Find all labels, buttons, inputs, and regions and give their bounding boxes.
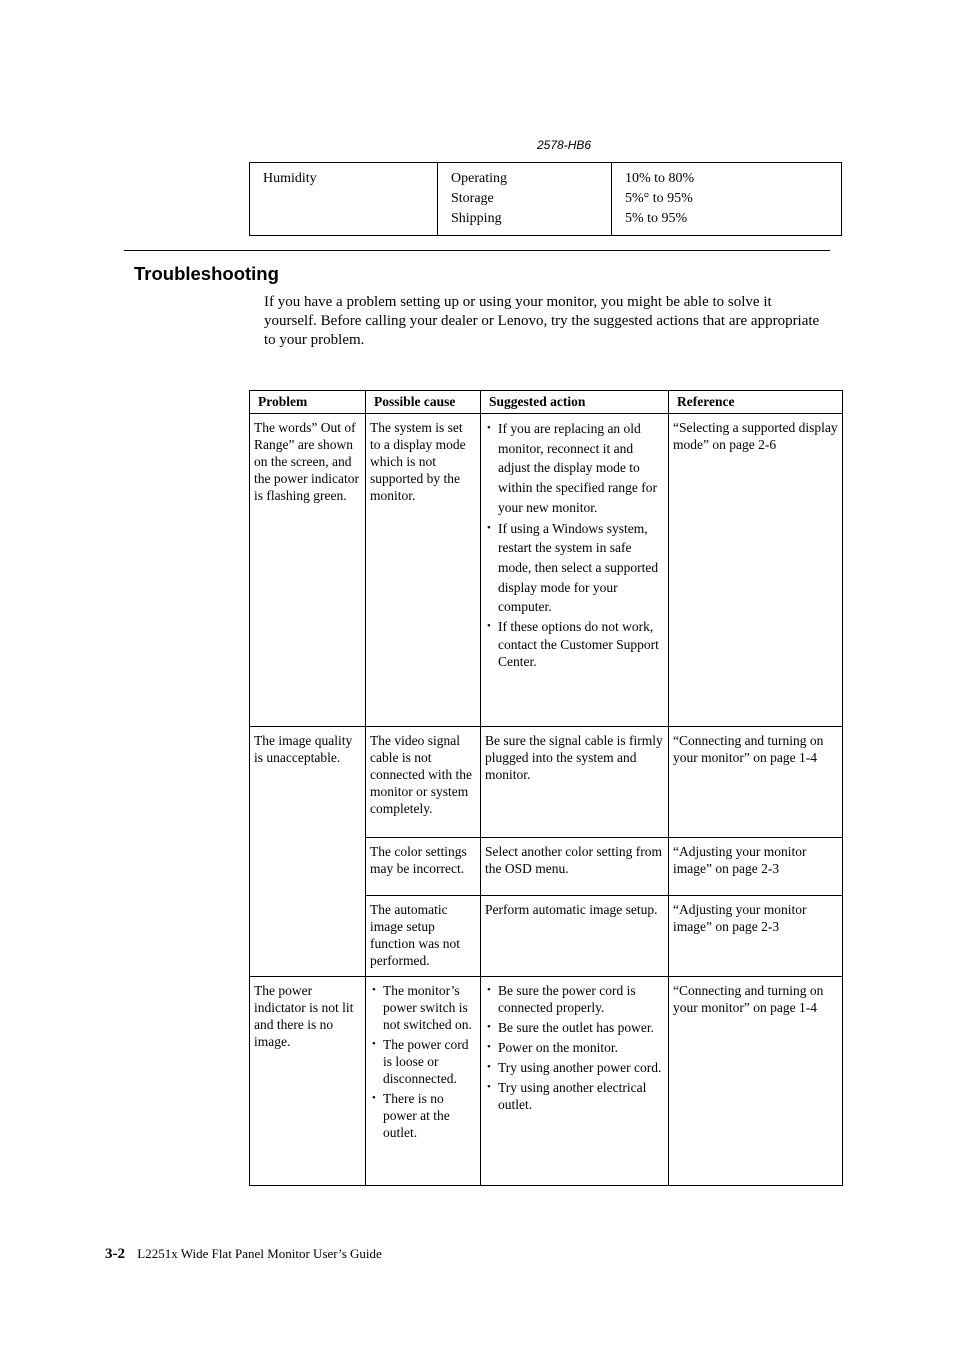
troubleshooting-table <box>249 390 843 1186</box>
list-item: • If you are replacing an old monitor, reconnect it and adjust the display mode to within the specified range for your new monitor. <box>485 419 664 518</box>
action-list <box>485 982 664 1113</box>
reference-cell: “Selecting a supported display mode” on page 2-6 <box>669 414 843 727</box>
header-reference: Reference <box>669 391 843 414</box>
condition-shipping: Shipping <box>451 211 502 226</box>
header-problem: Problem <box>250 391 366 414</box>
table-row <box>250 163 842 236</box>
section-title: Troubleshooting <box>134 263 279 284</box>
list-item: • Power on the monitor. <box>485 1039 664 1056</box>
action-list <box>485 419 664 671</box>
reference-cell: “Connecting and turning on your monitor” on page 1-4 <box>669 727 843 838</box>
value-operating: 10% to 80% <box>625 171 695 186</box>
problem-cell: The power indictator is not lit and there is no image. <box>250 977 366 1186</box>
list-item: • Try using another electrical outlet. <box>485 1079 664 1113</box>
list-item: • The monitor’s power switch is not switched on. <box>370 982 476 1033</box>
list-item: • If these options do not work, contact the Customer Support Center. <box>485 618 664 671</box>
humidity-conditions <box>438 163 612 236</box>
reference-cell: “Adjusting your monitor image” on page 2-3 <box>669 838 843 896</box>
model-number: 2578-HB6 <box>537 138 592 152</box>
list-item: • There is no power at the outlet. <box>370 1090 476 1141</box>
action-cell <box>481 414 669 727</box>
cause-cell: The system is set to a display mode which is not supported by the monitor. <box>366 414 481 727</box>
table-row <box>250 977 843 1186</box>
problem-cell: The words” Out of Range” are shown on the screen, and the power indicator is flashing green. <box>250 414 366 727</box>
cause-cell: The color settings may be incorrect. <box>366 838 481 896</box>
list-item: • Try using another power cord. <box>485 1059 664 1076</box>
value-shipping: 5% to 95% <box>625 211 688 226</box>
table-header-row <box>250 391 843 414</box>
condition-operating: Operating <box>451 171 507 186</box>
environment-table <box>249 162 842 236</box>
cause-list <box>370 982 476 1141</box>
guide-title: L2251x Wide Flat Panel Monitor User’s Guide <box>137 1246 382 1261</box>
problem-cell: The image quality is unacceptable. <box>250 727 366 977</box>
list-item: • The power cord is loose or disconnected. <box>370 1036 476 1087</box>
cause-cell <box>366 977 481 1186</box>
section-divider <box>124 250 830 251</box>
page-footer <box>105 1246 382 1263</box>
value-storage: 5%° to 95% <box>625 191 693 206</box>
humidity-label: Humidity <box>250 163 438 236</box>
humidity-values <box>612 163 842 236</box>
cause-cell: The video signal cable is not connected with the monitor or system completely. <box>366 727 481 838</box>
header-action: Suggested action <box>481 391 669 414</box>
table-row <box>250 727 843 838</box>
action-cell <box>481 977 669 1186</box>
list-item: • Be sure the power cord is connected properly. <box>485 982 664 1016</box>
condition-storage: Storage <box>451 191 494 206</box>
action-cell: Select another color setting from the OSD menu. <box>481 838 669 896</box>
action-cell: Perform automatic image setup. <box>481 896 669 977</box>
header-cause: Possible cause <box>366 391 481 414</box>
intro-paragraph: If you have a problem setting up or using your monitor, you might be able to solve it yourself. Before calling your dealer or Lenovo, try the suggested actions that are appropriate to your problem. <box>264 294 820 348</box>
action-cell: Be sure the signal cable is firmly plugged into the system and monitor. <box>481 727 669 838</box>
reference-cell: “Connecting and turning on your monitor” on page 1-4 <box>669 977 843 1186</box>
page-number: 3-2 <box>105 1246 125 1262</box>
table-row <box>250 414 843 727</box>
reference-cell: “Adjusting your monitor image” on page 2-3 <box>669 896 843 977</box>
list-item: • If using a Windows system, restart the system in safe mode, then select a supported display mode for your computer. <box>485 519 664 618</box>
list-item: • Be sure the outlet has power. <box>485 1019 664 1036</box>
cause-cell: The automatic image setup function was not performed. <box>366 896 481 977</box>
